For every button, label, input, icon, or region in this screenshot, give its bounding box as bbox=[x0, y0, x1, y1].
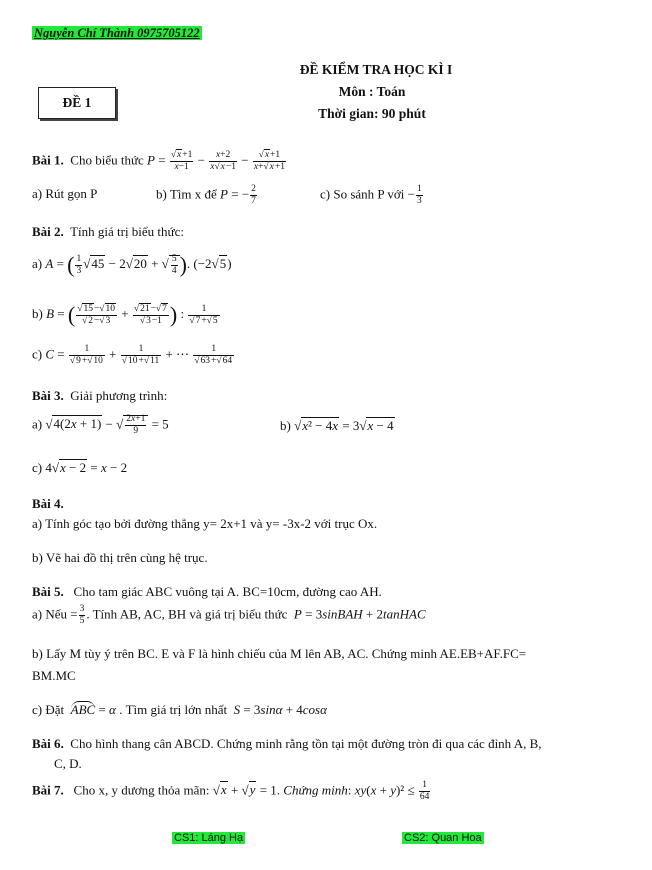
problem-7: Bài 7. Cho x, y dương thỏa mãn: √x + √y = 1. Chứng minh: xy(x + y)² ≤ $\frac{1}{64}$ bbox=[32, 780, 430, 802]
problem-4b: b) Vẽ hai đồ thị trên cùng hệ trục. bbox=[32, 550, 208, 565]
author-line: Nguyễn Chí Thành 0975705122 bbox=[34, 26, 200, 40]
problem-1: Bài 1. Cho biểu thức P = $\frac{√x+1}{x-1}$ − $\frac{x+2}{x√x-1}$ − $\frac{√x+1}{x+√x+1}$ bbox=[32, 150, 285, 172]
problem-5: Bài 5. Cho tam giác ABC vuông tại A. BC=10cm, đường cao AH. bbox=[32, 584, 382, 599]
problem-4a: a) Tính góc tạo bởi đường thẳng y= 2x+1 và y= -3x-2 với trục Ox. bbox=[32, 516, 378, 531]
problem-5b-line1: b) Lấy M tùy ý trên BC. E và F là hình chiếu của M lên AB, AC. Chứng minh AE.EB+AF.FC= bbox=[32, 646, 527, 661]
problem-2: Bài 2. Tính giá trị biểu thức: bbox=[32, 224, 184, 239]
problem-3: Bài 3. Giải phương trình: bbox=[32, 388, 168, 403]
exam-time: Thời gian: 90 phút bbox=[318, 106, 426, 121]
problem-2a: a) A = ( $\frac{1}{3}$ √45 − 2√20 + √ $\frac{5}{4}$ ). (−2√5) bbox=[32, 252, 232, 277]
problem-5a: a) Nếu = $\frac{3}{5}$ . Tính AB, AC, BH và giá trị biểu thức P = 3sinBAH + 2tanHAC bbox=[32, 604, 426, 626]
exam-code-box: ĐỀ 1 bbox=[38, 87, 116, 119]
problem-6-line2: C, D. bbox=[54, 756, 82, 771]
problem-5b-line2: BM.MC bbox=[32, 668, 76, 683]
problem-5c: c) Đặt ABC = α . Tìm giá trị lớn nhất S = 3sinα + 4cosα bbox=[32, 702, 327, 717]
problem-2b: b) B = ( $\frac{√15-√10}{√2-√3}$ + $\frac{√21-√7}{√3-1}$ ) : $\frac{1}{√7+√5}$ bbox=[32, 302, 218, 327]
footer-right: CS2: Quan Hoa bbox=[404, 832, 482, 844]
problem-6: Bài 6. Cho hình thang cân ABCD. Chứng minh rằng tồn tại một đường tròn đi qua các đỉnh A, B, bbox=[32, 736, 542, 751]
problem-3b: b) √x² − 4x = 3√x − 4 bbox=[280, 418, 394, 433]
exam-title: ĐỀ KIỂM TRA HỌC KÌ I bbox=[299, 62, 453, 77]
problem-1a: a) Rút gọn P bbox=[32, 186, 98, 201]
problem-3a: a) √4(2x + 1) − √ $\frac{2x+1}{9}$ = 5 bbox=[32, 414, 169, 436]
exam-subject: Môn : Toán bbox=[338, 84, 406, 99]
problem-1b: b) Tìm x để P = − $\frac{2}{7}$ bbox=[156, 184, 256, 206]
problem-2c: c) C = $\frac{1}{√9+√10}$ + $\frac{1}{√10+√11}$ + ⋯ $\frac{1}{√63+√64}$ bbox=[32, 344, 233, 366]
problem-1c: c) So sánh P với − $\frac{1}{3}$ bbox=[320, 184, 422, 206]
problem-4: Bài 4. bbox=[32, 496, 64, 511]
footer-left: CS1: Láng Hạ bbox=[174, 832, 244, 844]
problem-3c: c) 4√x − 2 = x − 2 bbox=[32, 460, 128, 475]
